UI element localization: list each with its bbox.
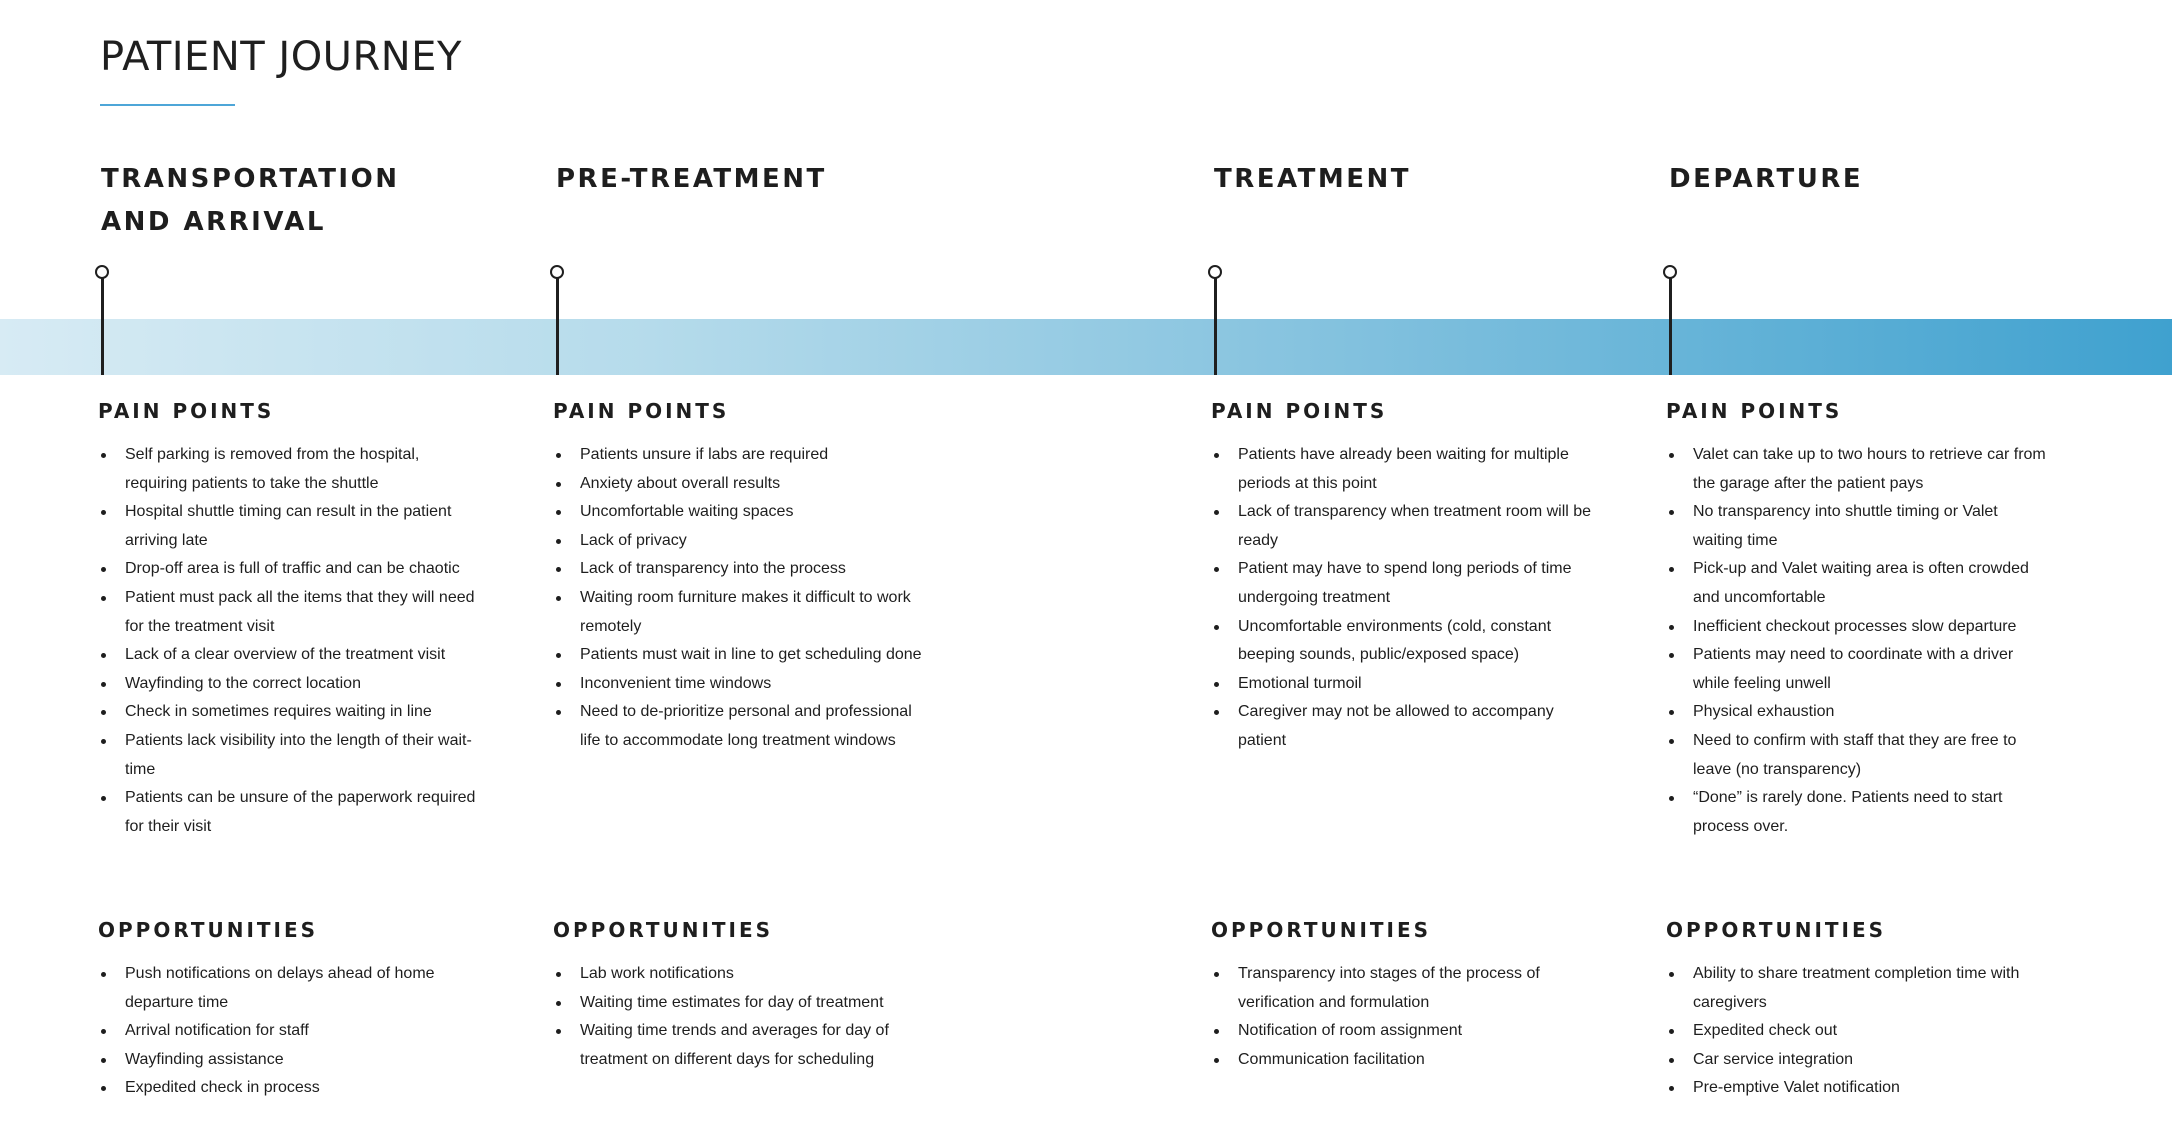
pain-point-item: Need to confirm with staff that they are free to leave (no transparency) — [1669, 727, 2049, 784]
opportunities-list — [101, 960, 481, 1103]
pain-points-heading: PAIN POINTS — [553, 399, 730, 423]
opportunities-heading: OPPORTUNITIES — [98, 918, 319, 942]
pain-point-item: Drop-off area is full of traffic and can be chaotic — [101, 555, 481, 584]
pain-point-item: Lack of privacy — [556, 527, 936, 556]
opportunity-item: Transparency into stages of the process of verification and formulation — [1214, 960, 1594, 1017]
pain-point-item: Self parking is removed from the hospital, requiring patients to take the shuttle — [101, 441, 481, 498]
stage-title: DEPARTURE — [1669, 164, 1864, 194]
pain-point-item: Patient must pack all the items that they will need for the treatment visit — [101, 584, 481, 641]
page-title: PATIENT JOURNEY — [100, 34, 462, 80]
pain-point-item: Patients have already been waiting for multiple periods at this point — [1214, 441, 1594, 498]
opportunities-list — [1214, 960, 1594, 1074]
pain-point-item: No transparency into shuttle timing or Valet waiting time — [1669, 498, 2049, 555]
pain-point-item: Inconvenient time windows — [556, 670, 936, 699]
stage-title: PRE-TREATMENT — [556, 164, 827, 194]
opportunity-item: Waiting time trends and averages for day of treatment on different days for scheduling — [556, 1017, 936, 1074]
pain-points-list — [556, 441, 936, 756]
pain-point-item: Patients unsure if labs are required — [556, 441, 936, 470]
opportunity-item: Communication facilitation — [1214, 1046, 1594, 1075]
timeline-marker-stem — [1669, 275, 1672, 375]
pain-point-item: Patients may need to coordinate with a driver while feeling unwell — [1669, 641, 2049, 698]
timeline-marker-dot — [1208, 265, 1222, 279]
pain-point-item: Caregiver may not be allowed to accompany patient — [1214, 698, 1594, 755]
opportunity-item: Expedited check out — [1669, 1017, 2049, 1046]
pain-point-item: Patient may have to spend long periods of time undergoing treatment — [1214, 555, 1594, 612]
opportunity-item: Push notifications on delays ahead of home departure time — [101, 960, 481, 1017]
timeline-marker-dot — [550, 265, 564, 279]
timeline-marker-stem — [1214, 275, 1217, 375]
stage-transportation-and-arrival — [98, 0, 521, 1148]
stage-title: TRANSPORTATION AND ARRIVAL — [101, 164, 400, 237]
stage-treatment — [1211, 0, 1634, 1148]
opportunity-item: Car service integration — [1669, 1046, 2049, 1075]
timeline-marker-dot — [1663, 265, 1677, 279]
pain-point-item: Lack of transparency into the process — [556, 555, 936, 584]
pain-points-heading: PAIN POINTS — [1666, 399, 1843, 423]
opportunity-item: Lab work notifications — [556, 960, 936, 989]
pain-point-item: Anxiety about overall results — [556, 470, 936, 499]
opportunities-heading: OPPORTUNITIES — [1211, 918, 1432, 942]
timeline-marker-stem — [556, 275, 559, 375]
pain-point-item: Patients lack visibility into the length of their wait-time — [101, 727, 481, 784]
pain-point-item: Pick-up and Valet waiting area is often crowded and uncomfortable — [1669, 555, 2049, 612]
opportunities-heading: OPPORTUNITIES — [1666, 918, 1887, 942]
pain-point-item: Patients must wait in line to get scheduling done — [556, 641, 936, 670]
pain-point-item: Lack of a clear overview of the treatment visit — [101, 641, 481, 670]
pain-point-item: Uncomfortable waiting spaces — [556, 498, 936, 527]
opportunities-list — [1669, 960, 2049, 1103]
stage-pre-treatment — [553, 0, 976, 1148]
pain-points-list — [101, 441, 481, 841]
opportunities-list — [556, 960, 936, 1074]
pain-point-item: Physical exhaustion — [1669, 698, 2049, 727]
pain-points-heading: PAIN POINTS — [1211, 399, 1388, 423]
opportunity-item: Waiting time estimates for day of treatment — [556, 989, 936, 1018]
pain-points-list — [1214, 441, 1594, 756]
timeline-marker-dot — [95, 265, 109, 279]
pain-point-item: Need to de-prioritize personal and professional life to accommodate long treatment windows — [556, 698, 936, 755]
pain-point-item: Patients can be unsure of the paperwork required for their visit — [101, 784, 481, 841]
pain-point-item: Uncomfortable environments (cold, constant beeping sounds, public/exposed space) — [1214, 613, 1594, 670]
pain-points-list — [1669, 441, 2049, 841]
opportunities-heading: OPPORTUNITIES — [553, 918, 774, 942]
pain-point-item: Inefficient checkout processes slow departure — [1669, 613, 2049, 642]
opportunity-item: Arrival notification for staff — [101, 1017, 481, 1046]
pain-point-item: Check in sometimes requires waiting in line — [101, 698, 481, 727]
opportunity-item: Ability to share treatment completion time with caregivers — [1669, 960, 2049, 1017]
stage-title: TREATMENT — [1214, 164, 1411, 194]
pain-point-item: “Done” is rarely done. Patients need to start process over. — [1669, 784, 2049, 841]
opportunity-item: Wayfinding assistance — [101, 1046, 481, 1075]
pain-point-item: Waiting room furniture makes it difficult to work remotely — [556, 584, 936, 641]
pain-points-heading: PAIN POINTS — [98, 399, 275, 423]
pain-point-item: Hospital shuttle timing can result in the patient arriving late — [101, 498, 481, 555]
stage-departure — [1666, 0, 2089, 1148]
opportunity-item: Pre-emptive Valet notification — [1669, 1074, 2049, 1103]
opportunity-item: Notification of room assignment — [1214, 1017, 1594, 1046]
opportunity-item: Expedited check in process — [101, 1074, 481, 1103]
timeline-marker-stem — [101, 275, 104, 375]
pain-point-item: Wayfinding to the correct location — [101, 670, 481, 699]
pain-point-item: Emotional turmoil — [1214, 670, 1594, 699]
pain-point-item: Valet can take up to two hours to retrieve car from the garage after the patient pays — [1669, 441, 2049, 498]
pain-point-item: Lack of transparency when treatment room will be ready — [1214, 498, 1594, 555]
